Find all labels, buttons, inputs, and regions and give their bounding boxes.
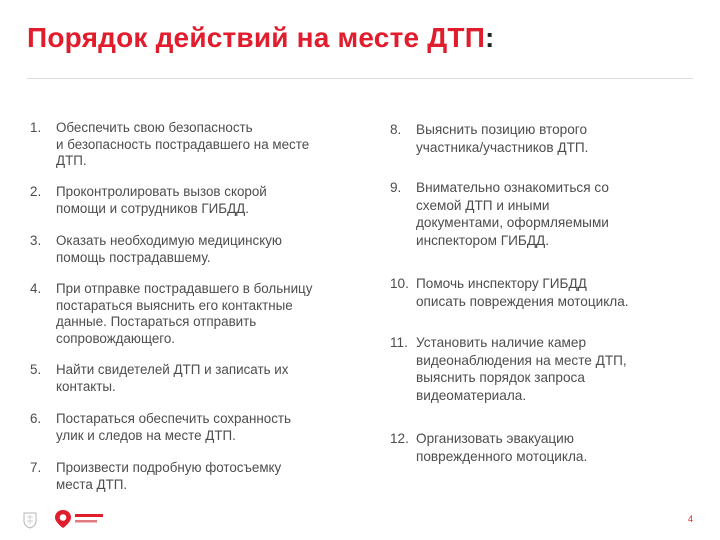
list-item-text: Найти свидетелей ДТП и записать их контакты. xyxy=(56,362,289,394)
list-item-number: 5. xyxy=(30,362,42,377)
list-item-number: 11. xyxy=(390,335,408,350)
list-item-text: Помочь инспектору ГИБДД описать повреждения мотоцикла. xyxy=(416,276,629,309)
list-item-number: 9. xyxy=(390,180,402,195)
list-item-3 xyxy=(30,233,360,266)
list-item-number: 10. xyxy=(390,276,409,291)
list-item-7 xyxy=(30,460,360,493)
page-number: 4 xyxy=(687,514,693,524)
list-item-1 xyxy=(30,120,360,170)
list-item-12 xyxy=(390,430,700,465)
list-item-6 xyxy=(30,411,360,444)
list-item-10 xyxy=(390,275,700,310)
list-item-text: Произвести подробную фотосъемку места ДТП. xyxy=(56,460,282,492)
road-map-logo-icon xyxy=(54,508,106,530)
list-item-number: 6. xyxy=(30,411,42,426)
list-item-number: 2. xyxy=(30,184,42,199)
list-item-8 xyxy=(390,121,690,156)
list-item-number: 4. xyxy=(30,281,42,296)
list-item-11 xyxy=(390,334,700,404)
list-item-number: 12. xyxy=(390,431,409,446)
list-item-9 xyxy=(390,179,690,249)
title-divider xyxy=(27,78,693,79)
list-item-text: Проконтролировать вызов скорой помощи и сотрудников ГИБДД. xyxy=(56,184,267,216)
list-item-2 xyxy=(30,184,360,217)
list-item-text: Организовать эвакуацию поврежденного мотоцикла. xyxy=(416,431,588,464)
list-item-text: Оказать необходимую медицинскую помощь пострадавшему. xyxy=(56,233,282,265)
list-item-number: 3. xyxy=(30,233,42,248)
list-item-text: Внимательно ознакомиться со схемой ДТП и иными документами, оформляемыми инспектором ГИБДД. xyxy=(416,180,609,248)
list-item-text: При отправке пострадавшего в больницу постараться выяснить его контактные данные. Постараться отправить сопровождающего. xyxy=(56,281,313,346)
list-item-text: Обеспечить свою безопасность и безопасность пострадавшего на месте ДТП. xyxy=(56,120,310,168)
list-item-number: 8. xyxy=(390,122,402,137)
list-item-5 xyxy=(30,362,360,395)
list-item-text: Постараться обеспечить сохранность улик и следов на месте ДТП. xyxy=(56,411,291,443)
list-item-4 xyxy=(30,281,370,347)
coat-of-arms-icon xyxy=(22,511,38,529)
list-item-number: 7. xyxy=(30,460,42,475)
list-item-text: Установить наличие камер видеонаблюдения на месте ДТП, выяснить порядок запроса видеоматериала. xyxy=(416,335,627,403)
list-item-text: Выяснить позицию второго участника/участников ДТП. xyxy=(416,122,589,155)
page-title: Порядок действий на месте ДТП: xyxy=(27,22,495,53)
list-item-number: 1. xyxy=(30,120,42,135)
